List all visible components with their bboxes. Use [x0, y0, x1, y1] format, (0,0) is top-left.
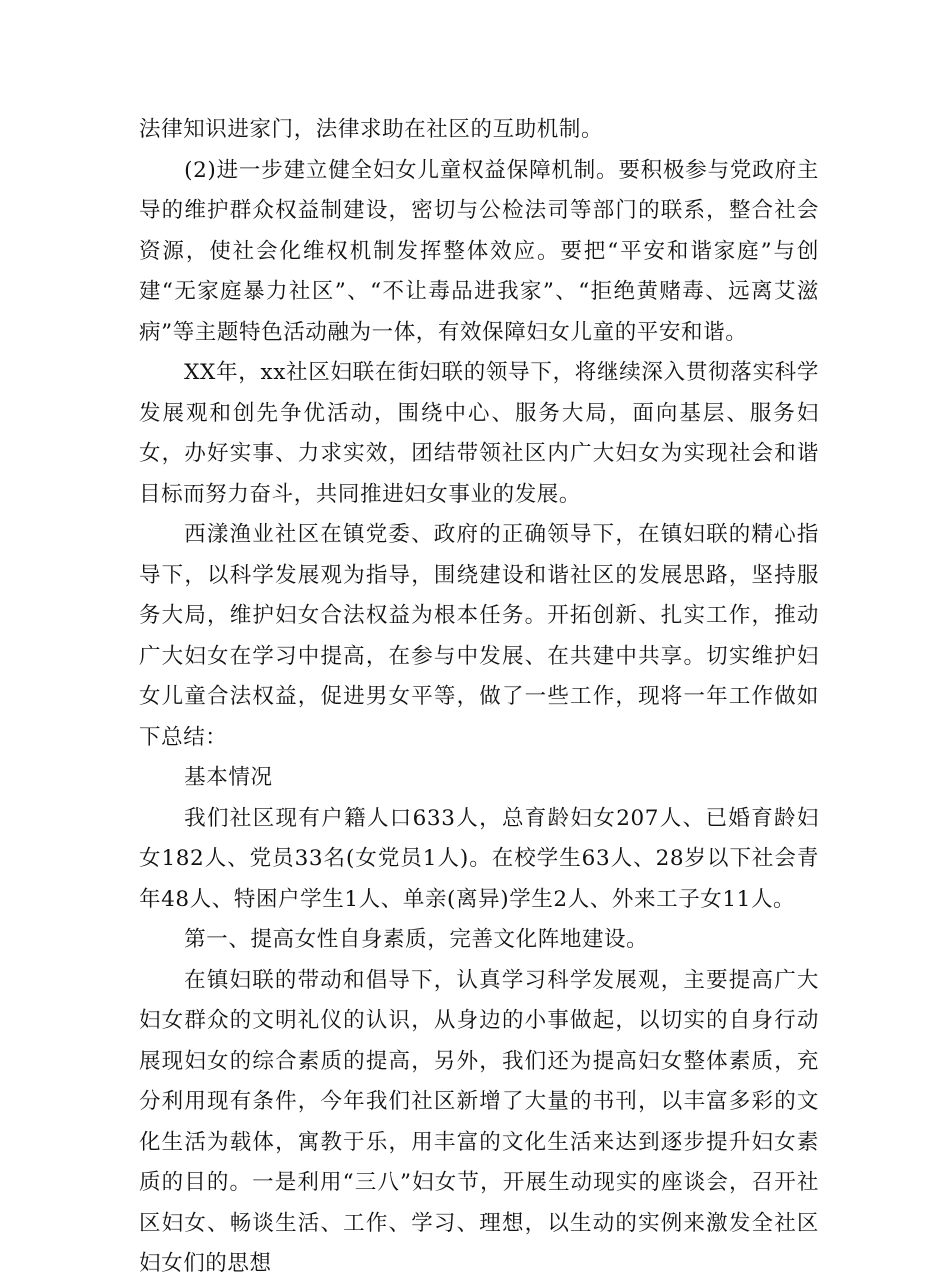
- paragraph-annual-plan: XX年，xx社区妇联在街妇联的领导下，将继续深入贯彻落实科学发展观和创先争优活动，围绕中心、服务大局，面向基层、服务妇女，办好实事、力求实效，团结带领社区内广大妇女为实现社会和谐目标而努力奋斗，共同推进妇女事业的发展。: [139, 360, 819, 507]
- paragraph-continuation: 法律知识进家门，法律求助在社区的互助机制。: [139, 117, 604, 142]
- section-heading-basic-info: 基本情况: [184, 765, 273, 790]
- section-heading-first: 第一、提高女性自身素质，完善文化阵地建设。: [184, 927, 649, 952]
- paragraph-quality-improvement: 在镇妇联的带动和倡导下，认真学习科学发展观，主要提高广大妇女群众的文明礼仪的认识，从身边的小事做起，以切实的自身行动展现妇女的综合素质的提高，另外，我们还为提高妇女整体素质，充分利用现有条件，今年我们社区新增了大量的书刊，以丰富多彩的文化生活为载体，寓教于乐，用丰富的文化生活来达到逐步提升妇女素质的目的。一是利用“三八”妇女节，开展生动现实的座谈会，召开社区妇女、畅谈生活、工作、学习、理想，以生动的实例来激发全社区妇女们的思想: [139, 967, 819, 1276]
- document-body: [139, 110, 819, 1285]
- paragraph-summary-intro: 西漾渔业社区在镇党委、政府的正确领导下，在镇妇联的精心指导下，以科学发展观为指导，围绕建设和谐社区的发展思路，坚持服务大局，维护妇女合法权益为根本任务。开拓创新、扎实工作，推动广大妇女在学习中提高，在参与中发展、在共建中共享。切实维护妇女儿童合法权益，促进男女平等，做了一些工作，现将一年工作做如下总结：: [139, 522, 819, 750]
- paragraph-population-stats: 我们社区现有户籍人口633人，总育龄妇女207人、已婚育龄妇女182人、党员33名(女党员1人)。在校学生63人、28岁以下社会青年48人、特困户学生1人、单亲(离异)学生2人、外来工子女11人。: [139, 805, 819, 912]
- paragraph-rights-mechanism: (2)进一步建立健全妇女儿童权益保障机制。要积极参与党政府主导的维护群众权益制建设，密切与公检法司等部门的联系，整合社会资源，使社会化维权机制发挥整体效应。要把“平安和谐家庭”与创建“无家庭暴力社区”、“不让毒品进我家”、“拒绝黄赌毒、远离艾滋病”等主题特色活动融为一体，有效保障妇女儿童的平安和谐。: [139, 157, 819, 345]
